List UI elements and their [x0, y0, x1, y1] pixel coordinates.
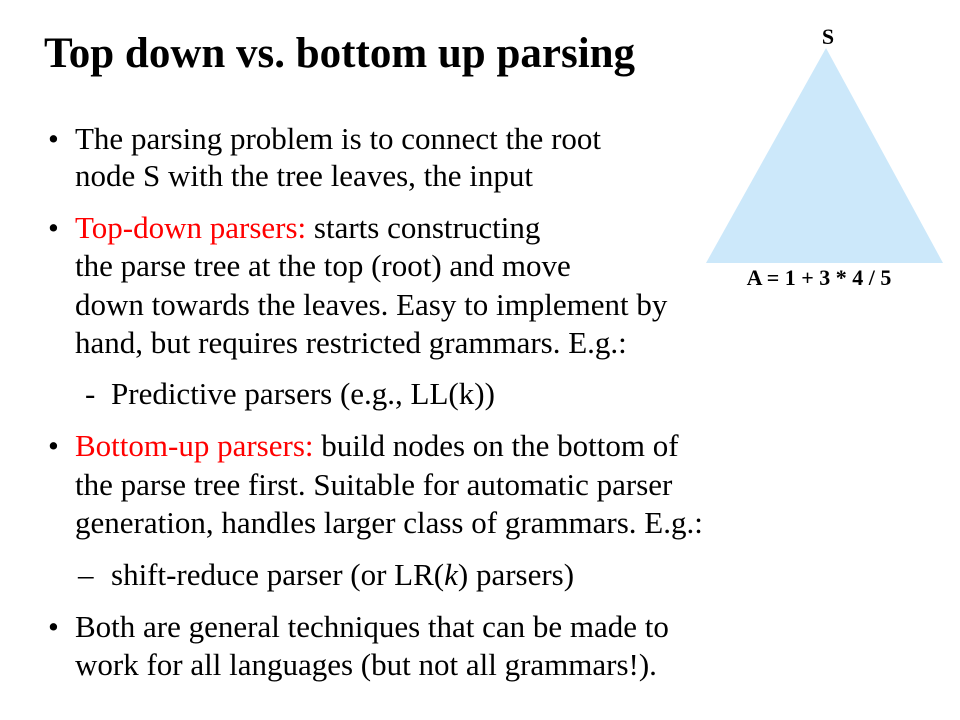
tree-leaves-label: A = 1 + 3 * 4 / 5	[746, 265, 892, 290]
bullet-2-line-2: the parse tree at the top (root) and move	[75, 248, 571, 283]
bullet-2-line-3: down towards the leaves. Easy to implement by	[75, 287, 668, 322]
bullet-3-line-3: generation, handles larger class of grammars. E.g.:	[75, 505, 703, 540]
bullet-1-line-1: The parsing problem is to connect the root	[75, 121, 602, 156]
sub-bullet-text-a: shift-reduce parser (or LR(	[111, 557, 445, 592]
sub-bullet-predictive: Predictive parsers (e.g., LL(k))	[111, 376, 495, 411]
sub-bullet-text-b: ) parsers)	[457, 557, 575, 592]
bullet-1-line-2: node S with the tree leaves, the input	[75, 158, 533, 193]
slide-title: Top down vs. bottom up parsing	[44, 30, 636, 77]
sub-bullet-marker: –	[78, 557, 94, 592]
sub-bullet-shift-reduce	[111, 556, 574, 594]
tree-root-label: S	[821, 24, 835, 49]
bullet-4-line-1: Both are general techniques that can be made to	[75, 609, 669, 644]
bullet-3-line-1	[75, 427, 679, 465]
bottom-up-heading: Bottom-up parsers:	[75, 428, 314, 463]
bullet-3-line-2: the parse tree first. Suitable for automatic parser	[75, 467, 673, 502]
bullet-marker: •	[48, 609, 59, 644]
bullet-4-line-2: work for all languages (but not all grammars!).	[75, 647, 657, 682]
bullet-3-line-1-text: build nodes on the bottom of	[313, 428, 679, 463]
bullet-2-line-4: hand, but requires restricted grammars. E.g.:	[75, 325, 627, 360]
sub-bullet-marker: -	[85, 376, 96, 411]
top-down-heading: Top-down parsers:	[75, 210, 307, 245]
bullet-marker: •	[48, 428, 59, 463]
bullet-2-line-1	[75, 209, 540, 247]
bullet-marker: •	[48, 121, 59, 156]
parse-tree-triangle	[706, 48, 943, 263]
sub-bullet-text-k: k	[444, 557, 458, 592]
bullet-marker: •	[48, 210, 59, 245]
bullet-2-line-1-text: starts constructing	[306, 210, 541, 245]
